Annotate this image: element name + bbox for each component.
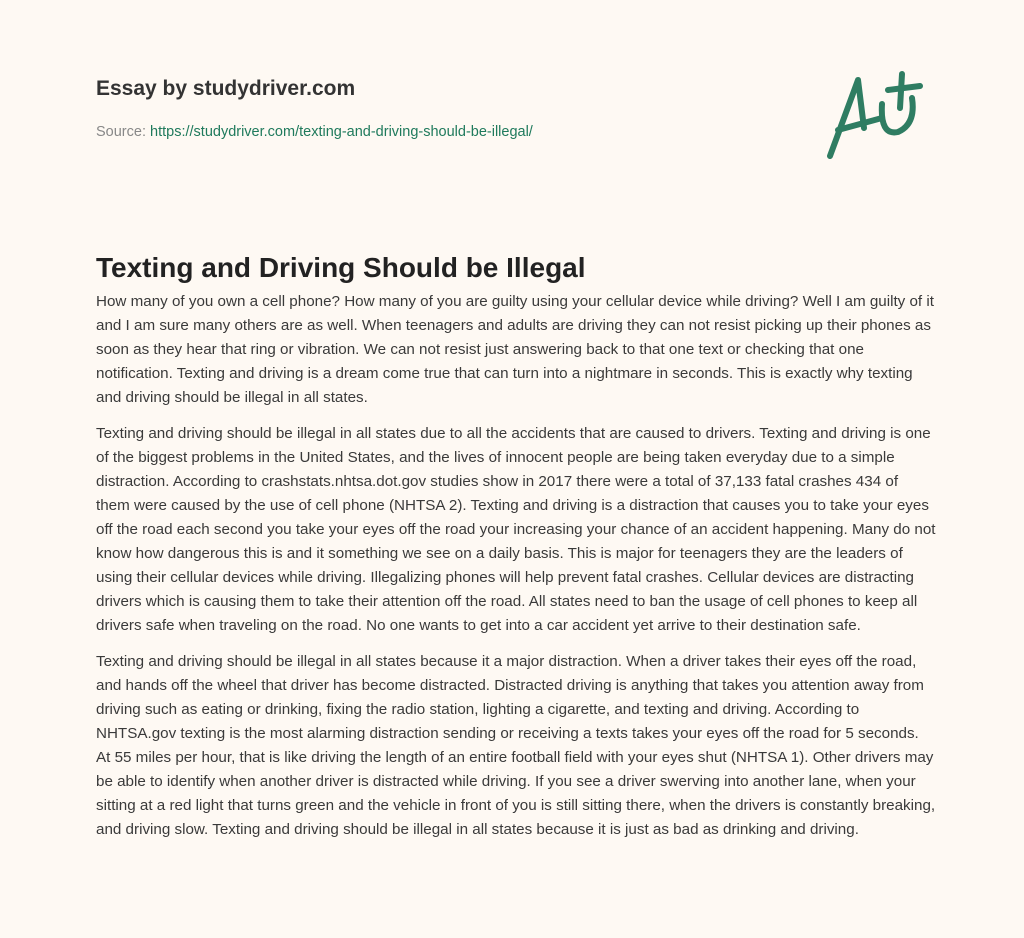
a-plus-logo-icon: [820, 68, 930, 168]
paragraph: How many of you own a cell phone? How many of you are guilty using your cellular device while driving? Well I am guilty of it and I am sure many others are as well. When teenagers and adults are driving they can not resist picking up their phones as soon as they hear that ring or vibration. We can not resist just answering back to that one text or checking that one notification. Texting and driving is a dream come true that can turn into a nightmare in seconds. This is exactly why texting and driving should be illegal in all states.: [96, 293, 934, 406]
source-link[interactable]: https://studydriver.com/texting-and-driving-should-be-illegal/: [150, 124, 533, 140]
essay-title: Texting and Driving Should be Illegal: [96, 252, 586, 283]
site-brand: Essay by studydriver.com: [96, 77, 356, 100]
paragraph: Texting and driving should be illegal in all states because it a major distraction. When a driver takes their eyes off the road, and hands off the wheel that driver has become distracted. Distracted driving is anything that takes you attention away from driving such as eating or drinking, fixing the radio station, lighting a cigarette, and texting and driving. According to NHTSA.gov texting is the most alarming distraction sending or receiving a texts takes your eyes off the road for 5 seconds. At 55 miles per hour, that is like driving the length of an entire football field with your eyes shut (NHTSA 1). Other drivers may be able to identify when another driver is distracted while driving. If you see a driver swerving into another lane, when your sitting at a red light that turns green and the vehicle in front of you is still sitting there, when the drivers is constantly breaking, and driving slow. Texting and driving should be illegal in all states because it is just as bad as drinking and driving.: [96, 653, 936, 838]
source-line: [96, 124, 533, 140]
essay-body: [96, 290, 936, 854]
paragraph: Texting and driving should be illegal in all states due to all the accidents that are caused to drivers. Texting and driving is one of the biggest problems in the United States, and the lives of innocent people are being taken everyday due to a simple distraction. According to crashstats.nhtsa.dot.gov studies show in 2017 there were a total of 37,133 fatal crashes 434 of them were caused by the use of cell phone (NHTSA 2). Texting and driving is a distraction that causes you to take your eyes off the road each second you take your eyes off the road your increasing your chance of an accident happening. Many do not know how dangerous this is and it something we see on a daily basis. This is major for teenagers they are the leaders of using their cellular devices while driving. Illegalizing phones will help prevent fatal crashes. Cellular devices are distracting drivers which is causing them to take their attention off the road. All states need to ban the usage of cell phones to keep all drivers safe when traveling on the road. No one wants to get into a car accident yet arrive to their destination safe.: [96, 425, 936, 634]
source-label: Source:: [96, 124, 146, 140]
